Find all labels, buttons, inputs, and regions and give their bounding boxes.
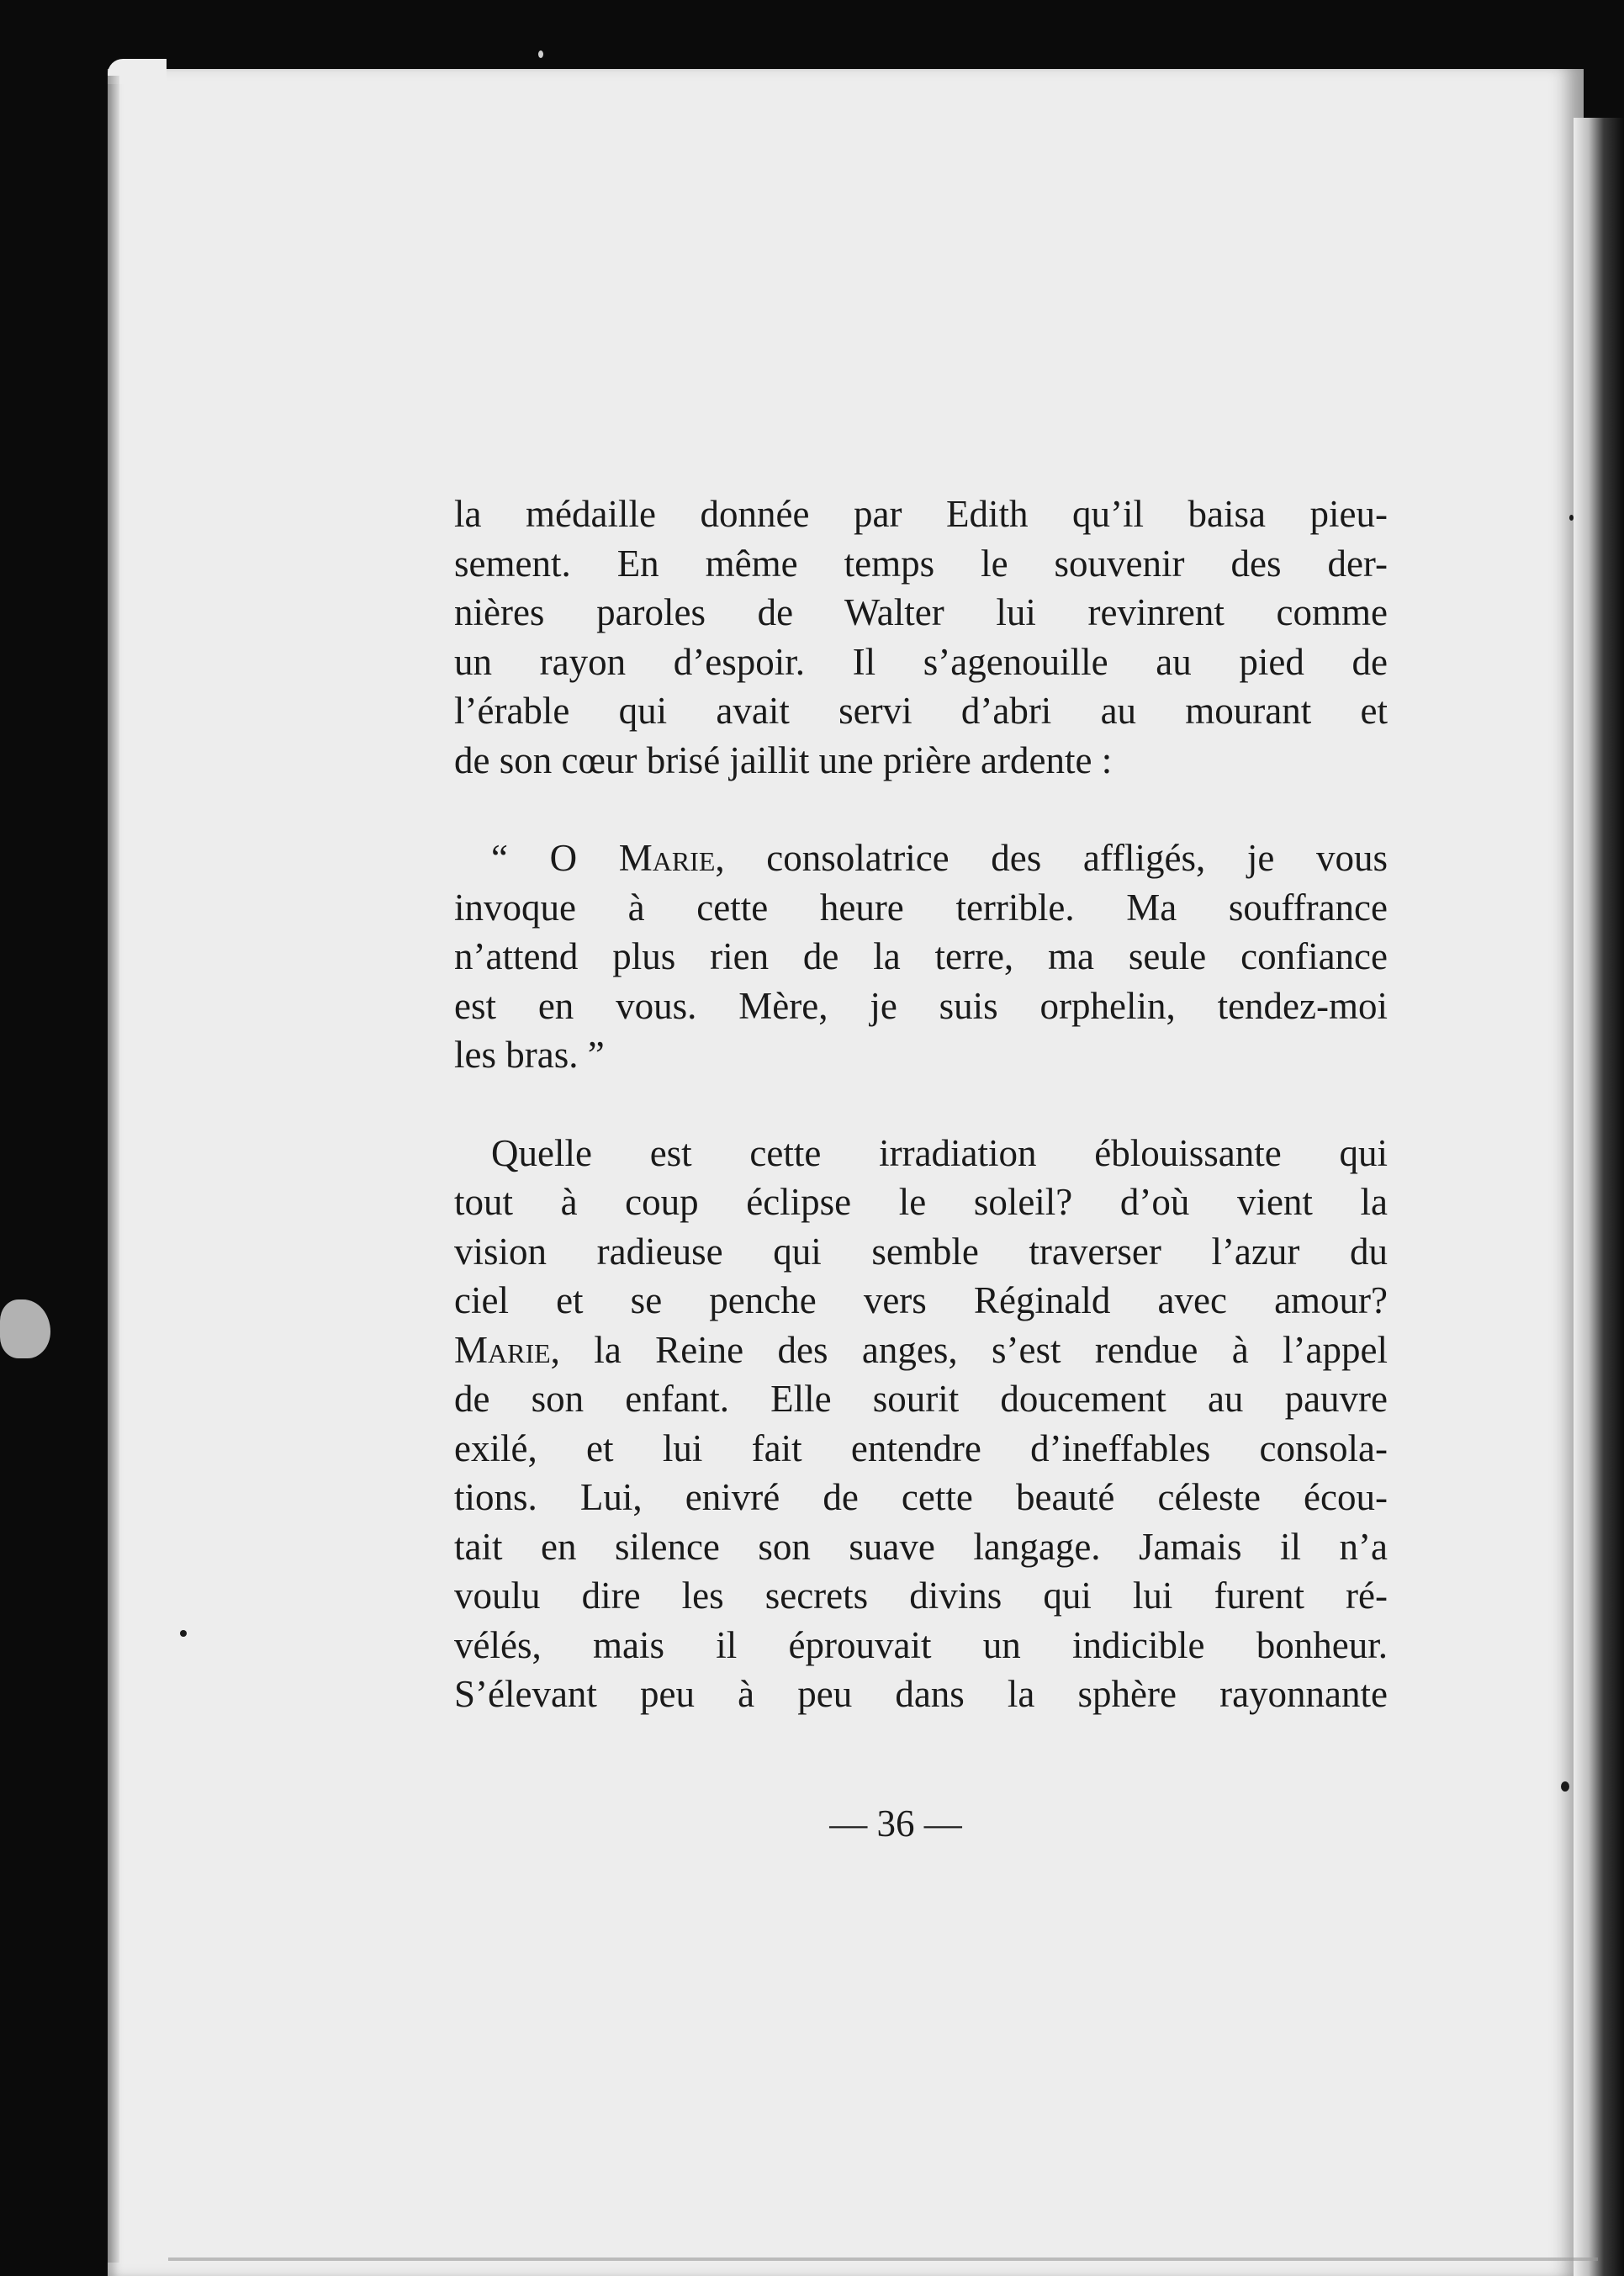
quote-open-text: “ O — [491, 837, 619, 879]
scan-speck — [538, 50, 543, 58]
text-line: invoque à cette heure terrible. Ma souffrance — [454, 886, 1388, 929]
text-line: n’attend plus rien de la terre, ma seule confiance — [454, 935, 1388, 977]
text-line: tait en silence son suave langage. Jamais il n’a — [454, 1525, 1388, 1568]
body-text — [454, 490, 1388, 1719]
scan-speck — [1569, 515, 1574, 521]
paragraph-1 — [454, 490, 1388, 785]
text-line: S’élevant peu à peu dans la sphère rayonnante — [454, 1673, 1388, 1715]
text-line: l’érable qui avait servi d’abri au mourant et — [454, 690, 1388, 732]
text-line: est en vous. Mère, je suis orphelin, tendez-moi — [454, 984, 1388, 1027]
text-line — [454, 1326, 1388, 1375]
text-line: sement. En même temps le souvenir des der- — [454, 542, 1388, 585]
text-fragment: , consolatrice des affligés, je vous — [715, 837, 1388, 879]
text-line: tions. Lui, enivré de cette beauté céleste écou- — [454, 1476, 1388, 1518]
text-line — [454, 834, 1388, 883]
text-line: les bras. ” — [454, 1034, 605, 1076]
scan-smudge — [0, 1299, 50, 1358]
text-line: la médaille donnée par Edith qu’il baisa pieu- — [454, 493, 1388, 535]
text-line: ciel et se penche vers Réginald avec amour? — [454, 1279, 1388, 1321]
scan-speck — [180, 1630, 187, 1637]
text-line: de son enfant. Elle sourit doucement au pauvre — [454, 1378, 1388, 1420]
text-line: voulu dire les secrets divins qui lui furent ré- — [454, 1575, 1388, 1617]
text-line: tout à coup éclipse le soleil? d’où vient la — [454, 1181, 1388, 1223]
page-binding-edge — [108, 76, 119, 2263]
text-line: vision radieuse qui semble traverser l’azur du — [454, 1230, 1388, 1273]
scan-speck — [1561, 1781, 1569, 1792]
paragraph-2-prayer — [454, 834, 1388, 1080]
paragraph-3 — [454, 1129, 1388, 1719]
text-line: nières paroles de Walter lui revinrent comme — [454, 591, 1388, 633]
page-number: — 36 — — [829, 1802, 962, 1845]
text-line: un rayon d’espoir. Il s’agenouille au pied de — [454, 640, 1388, 683]
name-marie: Marie — [618, 837, 716, 879]
text-line: de son cœur brisé jaillit une prière ardente : — [454, 738, 1113, 781]
text-line: vélés, mais il éprouvait un indicible bonheur. — [454, 1623, 1388, 1666]
page-right-edge-shadow — [1574, 118, 1624, 2276]
text-line: Quelle est cette irradiation éblouissante qui — [491, 1131, 1388, 1174]
text-fragment: , la Reine des anges, s’est rendue à l’appel — [550, 1328, 1388, 1371]
text-line: exilé, et lui fait entendre d’ineffables consola- — [454, 1426, 1388, 1469]
page-bottom-edge — [168, 2257, 1598, 2261]
name-marie: Marie — [454, 1328, 551, 1371]
